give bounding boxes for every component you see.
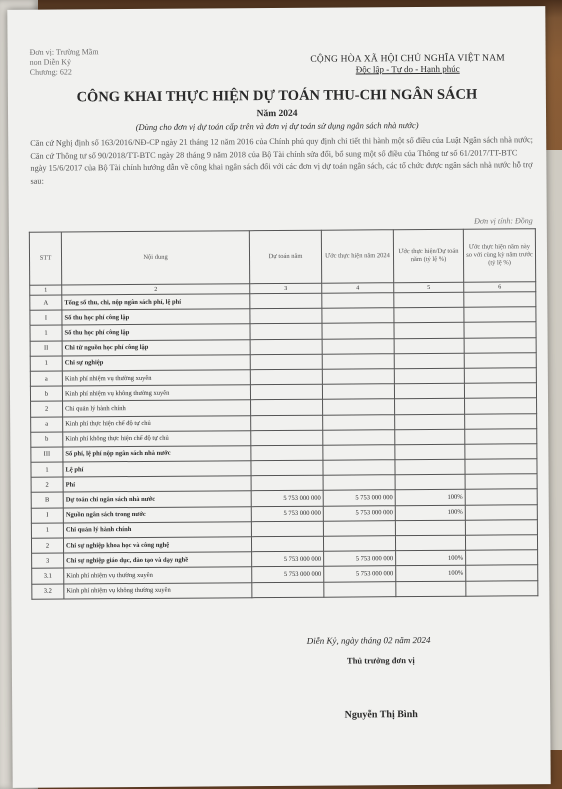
- row-content: Phí: [63, 476, 251, 492]
- unit-label: Đơn vị tính: Đồng: [474, 216, 533, 226]
- row-stt: 2: [31, 477, 63, 492]
- row-ratio-prev-year: [465, 398, 537, 414]
- row-annual-estimate: 5 753 000 000: [252, 567, 324, 583]
- column-number: 6: [464, 282, 536, 293]
- column-number: 4: [322, 283, 394, 294]
- row-ratio-prev-year: [464, 292, 536, 308]
- row-stt: I: [31, 508, 63, 523]
- row-ratio-prev-year: [465, 520, 537, 536]
- row-ratio-prev-year: [465, 459, 537, 475]
- row-annual-estimate: [250, 339, 322, 355]
- row-content: Chi từ nguồn học phí công lập: [62, 339, 250, 355]
- row-ratio-estimate: [395, 535, 465, 551]
- row-estimated-actual: [323, 445, 395, 461]
- row-estimated-actual: [323, 414, 395, 430]
- signatory-name: Nguyễn Thị Bình: [344, 709, 418, 721]
- row-estimated-actual: [324, 581, 396, 597]
- row-content: Chi sự nghiệp: [62, 354, 250, 370]
- row-stt: A: [30, 295, 62, 310]
- row-annual-estimate: [250, 293, 322, 309]
- header-ratio-prev-year: Ước thực hiện năm này so với cùng kỳ năm trước (tỷ lệ %): [463, 229, 535, 283]
- issuing-unit-line2: non Diễn Kỷ: [29, 57, 72, 67]
- row-ratio-estimate: [394, 338, 464, 354]
- row-ratio-estimate: 100%: [395, 490, 465, 506]
- column-number: 2: [62, 284, 250, 295]
- row-ratio-prev-year: [464, 352, 536, 368]
- legal-basis: [30, 134, 535, 188]
- row-ratio-prev-year: [464, 322, 536, 338]
- row-ratio-estimate: [394, 368, 464, 384]
- row-content: Số thu học phí công lập: [62, 324, 250, 340]
- row-ratio-prev-year: [465, 413, 537, 429]
- header-ratio-estimate: Ước thực hiện/Dự toán năm (tỷ lệ %): [393, 229, 463, 282]
- row-stt: 2: [31, 538, 63, 553]
- row-ratio-estimate: [395, 520, 465, 536]
- row-content: Kinh phí nhiệm vụ thường xuyên: [62, 370, 250, 386]
- document-year: Năm 2024: [256, 108, 298, 120]
- column-number: 1: [30, 285, 62, 295]
- row-annual-estimate: 5 753 000 000: [251, 506, 323, 522]
- row-ratio-prev-year: [465, 535, 537, 551]
- issuing-unit: [30, 47, 99, 77]
- row-ratio-estimate: 100%: [395, 505, 465, 521]
- row-ratio-prev-year: [465, 504, 537, 520]
- budget-table: [29, 228, 539, 599]
- document-page: [7, 6, 550, 788]
- row-stt: 3.1: [32, 568, 64, 583]
- row-content: Kinh phí nhiệm vụ thường xuyên: [64, 567, 252, 583]
- header-annual-estimate: Dự toán năm: [249, 230, 321, 284]
- row-content: Số phí, lệ phí nộp ngân sách nhà nước: [63, 446, 251, 462]
- row-ratio-prev-year: [466, 565, 538, 581]
- row-content: Chi quản lý hành chính: [63, 400, 251, 416]
- row-estimated-actual: 5 753 000 000: [323, 505, 395, 521]
- row-stt: b: [30, 386, 62, 401]
- row-ratio-prev-year: [464, 368, 536, 384]
- row-estimated-actual: [322, 308, 394, 324]
- row-stt: 1: [31, 523, 63, 538]
- row-ratio-prev-year: [465, 474, 537, 490]
- row-estimated-actual: [323, 475, 395, 491]
- row-ratio-prev-year: [465, 489, 537, 505]
- row-content: Dự toán chi ngân sách nhà nước: [63, 491, 251, 507]
- row-annual-estimate: [251, 430, 323, 446]
- row-stt: III: [31, 447, 63, 462]
- header-content: Nội dung: [61, 231, 249, 285]
- row-stt: b: [31, 432, 63, 447]
- row-content: Tổng số thu, chi, nộp ngân sách phí, lệ phí: [62, 294, 250, 310]
- row-ratio-estimate: [394, 323, 464, 339]
- row-ratio-estimate: 100%: [396, 566, 466, 582]
- row-estimated-actual: [323, 521, 395, 537]
- row-content: Chi sự nghiệp khoa học và công nghệ: [63, 537, 251, 553]
- row-estimated-actual: [322, 338, 394, 354]
- nation-name: CỘNG HÒA XÃ HỘI CHỦ NGHĨA VIỆT NAM: [310, 53, 505, 65]
- row-stt: 1: [31, 462, 63, 477]
- row-ratio-prev-year: [464, 337, 536, 353]
- row-ratio-estimate: [394, 383, 464, 399]
- row-ratio-prev-year: [464, 383, 536, 399]
- issuing-unit-line1: Đơn vị: Trường Mầm: [29, 47, 99, 57]
- row-stt: 3: [32, 553, 64, 568]
- row-ratio-estimate: [394, 307, 464, 323]
- row-content: Kinh phí không thực hiện chế độ tự chủ: [63, 430, 251, 446]
- row-annual-estimate: [251, 521, 323, 537]
- column-number: 5: [394, 282, 464, 292]
- row-estimated-actual: 5 753 000 000: [323, 490, 395, 506]
- row-estimated-actual: [323, 429, 395, 445]
- national-motto: Độc lập - Tự do - Hạnh phúc: [355, 63, 460, 75]
- row-annual-estimate: [251, 475, 323, 491]
- row-annual-estimate: [250, 354, 322, 370]
- row-stt: II: [30, 341, 62, 356]
- row-annual-estimate: [250, 308, 322, 324]
- row-content: Kinh phí nhiệm vụ không thường xuyên: [64, 582, 252, 598]
- row-estimated-actual: [322, 323, 394, 339]
- row-stt: a: [31, 417, 63, 432]
- row-content: Chi sự nghiệp giáo dục, đào tạo và dạy nghề: [64, 552, 252, 568]
- row-stt: a: [30, 371, 62, 386]
- row-ratio-estimate: [395, 399, 465, 415]
- row-annual-estimate: [252, 582, 324, 598]
- row-ratio-estimate: [394, 292, 464, 308]
- row-estimated-actual: [322, 384, 394, 400]
- row-estimated-actual: [323, 460, 395, 476]
- row-annual-estimate: [251, 445, 323, 461]
- row-annual-estimate: [250, 369, 322, 385]
- row-annual-estimate: [251, 415, 323, 431]
- row-ratio-prev-year: [464, 307, 536, 323]
- row-annual-estimate: 5 753 000 000: [251, 491, 323, 507]
- row-ratio-estimate: [395, 444, 465, 460]
- document-title: CÔNG KHAI THỰC HIỆN DỰ TOÁN THU-CHI NGÂN SÁCH: [76, 86, 478, 106]
- row-ratio-estimate: [396, 581, 466, 597]
- row-stt: 3.2: [32, 584, 64, 599]
- signatory-role: Thủ trưởng đơn vị: [346, 655, 415, 666]
- row-content: Nguồn ngân sách trong nước: [63, 506, 251, 522]
- signature-date: Diễn Kỷ, ngày tháng 02 năm 2024: [306, 634, 431, 646]
- row-ratio-prev-year: [466, 580, 538, 596]
- row-ratio-prev-year: [465, 428, 537, 444]
- row-annual-estimate: [251, 536, 323, 552]
- row-content: Kinh phí thực hiện chế độ tự chủ: [63, 415, 251, 431]
- row-annual-estimate: [250, 384, 322, 400]
- header-stt: STT: [29, 232, 61, 285]
- document-subtitle: (Dùng cho đơn vị dự toán cấp trên và đơn vị dự toán sử dụng ngân sách nhà nước): [135, 120, 419, 132]
- table-row: [32, 580, 538, 599]
- row-ratio-estimate: [395, 414, 465, 430]
- row-estimated-actual: 5 753 000 000: [324, 566, 396, 582]
- row-estimated-actual: 5 753 000 000: [324, 551, 396, 567]
- row-ratio-estimate: [394, 353, 464, 369]
- row-stt: 1: [30, 325, 62, 340]
- row-annual-estimate: [251, 460, 323, 476]
- issuing-unit-line3: Chương: 622: [29, 67, 72, 77]
- row-estimated-actual: [322, 293, 394, 309]
- row-content: Chi quản lý hành chính: [63, 522, 251, 538]
- row-stt: B: [31, 492, 63, 507]
- row-stt: 2: [31, 401, 63, 416]
- row-ratio-estimate: 100%: [396, 550, 466, 566]
- legal-basis-1: Căn cứ Nghị định số 163/2016/NĐ-CP ngày 21 tháng 12 năm 2016 của Chính phủ quy định chi tiết thi hành một số điều của Luật Ngân sách nhà nước;: [30, 135, 533, 148]
- row-ratio-prev-year: [465, 444, 537, 460]
- row-annual-estimate: [251, 400, 323, 416]
- national-header: [278, 53, 538, 75]
- row-estimated-actual: [322, 353, 394, 369]
- header-estimated-actual: Ước thực hiện năm 2024: [321, 230, 393, 284]
- row-content: Lệ phí: [63, 461, 251, 477]
- row-annual-estimate: 5 753 000 000: [252, 551, 324, 567]
- row-annual-estimate: [250, 324, 322, 340]
- row-estimated-actual: [323, 399, 395, 415]
- row-content: Số thu học phí công lập: [62, 309, 250, 325]
- column-number: 3: [250, 283, 322, 294]
- row-estimated-actual: [322, 369, 394, 385]
- row-stt: 1: [30, 356, 62, 371]
- row-ratio-estimate: [395, 459, 465, 475]
- row-ratio-estimate: [395, 429, 465, 445]
- row-stt: I: [30, 310, 62, 325]
- row-content: Kinh phí nhiệm vụ không thường xuyên: [62, 385, 250, 401]
- legal-basis-2: Căn cứ Thông tư số 90/2018/TT-BTC ngày 28 tháng 9 năm 2018 của Bộ Tài chính sửa đổi, bổ sung một số điều của Thông tư số 61/2017/TT-BTC ngày 15/6/2017 của Bộ Tài chính hướng dẫn về công khai ngân sách đối với các đơn vị dự toán ngân sách, các tổ chức được ngân sách nhà nước hỗ trợ sau:: [30, 147, 533, 186]
- table-header-row: [29, 229, 535, 286]
- row-estimated-actual: [323, 536, 395, 552]
- row-ratio-estimate: [395, 474, 465, 490]
- row-ratio-prev-year: [466, 550, 538, 566]
